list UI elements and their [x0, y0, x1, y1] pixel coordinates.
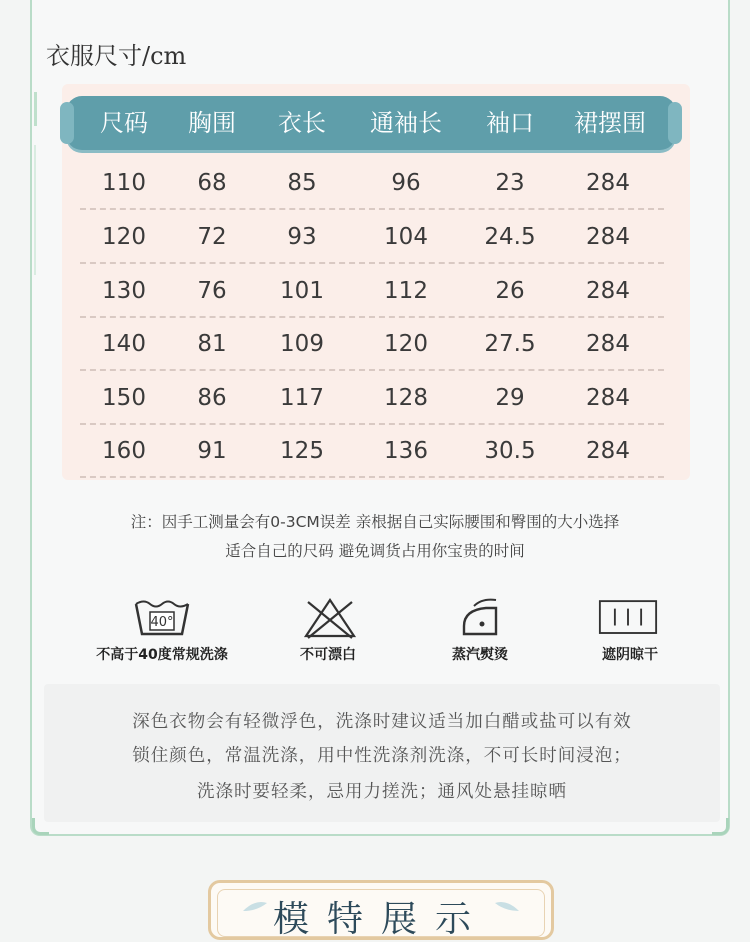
- cell-cuff: 23: [495, 170, 525, 196]
- cell-sleeve-length: 96: [391, 170, 421, 196]
- cell-cuff: 29: [495, 385, 525, 411]
- cell-hem: 284: [586, 385, 630, 411]
- cell-cuff: 30.5: [484, 438, 536, 464]
- table-row: [80, 318, 664, 371]
- note-line: 适合自己的尺码 避免调货占用你宝贵的时间: [225, 542, 525, 560]
- wash-temperature: 40°: [150, 615, 174, 630]
- cell-hem: 284: [586, 331, 630, 357]
- tip-line: 锁住颜色，常温洗涤，用中性洗涤剂洗涤，不可长时间浸泡；: [132, 746, 632, 766]
- cell-chest: 91: [197, 438, 227, 464]
- cell-length: 85: [287, 170, 317, 196]
- frame-accent: [34, 92, 37, 126]
- cell-cuff: 24.5: [484, 224, 536, 250]
- size-chart-title: 衣服尺寸/cm: [46, 42, 187, 70]
- shade-dry-icon: [598, 596, 658, 640]
- header-size: 尺码: [100, 109, 148, 137]
- note-line: 注：因手工测量会有0-3CM误差 亲根据自己实际腰围和臀围的大小选择: [130, 513, 620, 531]
- cell-hem: 284: [586, 438, 630, 464]
- tip-line: 洗涤时要轻柔，忌用力搓洗；通风处悬挂晾晒: [197, 782, 567, 802]
- banner-title: 模特展示: [272, 899, 489, 940]
- header-hem: 裙摆围: [574, 109, 646, 137]
- cell-hem: 284: [586, 224, 630, 250]
- table-row: [80, 265, 664, 318]
- header-sleeve-length: 通袖长: [370, 109, 442, 137]
- care-label-wash: 不高于40度常规洗涤: [96, 647, 228, 663]
- cell-size: 110: [102, 170, 146, 196]
- section-banner: [208, 880, 554, 940]
- cell-sleeve-length: 136: [384, 438, 428, 464]
- cell-sleeve-length: 128: [384, 385, 428, 411]
- wash-40-icon: [132, 596, 192, 640]
- cell-length: 93: [287, 224, 317, 250]
- cell-hem: 284: [586, 278, 630, 304]
- no-bleach-icon: [300, 596, 360, 640]
- cell-chest: 81: [197, 331, 227, 357]
- cell-size: 160: [102, 438, 146, 464]
- cell-length: 101: [280, 278, 324, 304]
- cell-length: 109: [280, 331, 324, 357]
- tip-line: 深色衣物会有轻微浮色，洗涤时建议适当加白醋或盐可以有效: [132, 712, 632, 732]
- cell-chest: 72: [197, 224, 227, 250]
- care-label-shade-dry: 遮阴晾干: [602, 647, 658, 663]
- cell-size: 120: [102, 224, 146, 250]
- table-row: [80, 425, 664, 478]
- steam-iron-icon: [452, 596, 512, 640]
- cell-cuff: 27.5: [484, 331, 536, 357]
- cell-length: 117: [280, 385, 324, 411]
- cell-hem: 284: [586, 170, 630, 196]
- cell-sleeve-length: 112: [384, 278, 428, 304]
- table-row: [80, 157, 664, 210]
- header-length: 衣长: [278, 109, 326, 137]
- cell-chest: 68: [197, 170, 227, 196]
- header-chest: 胸围: [188, 109, 236, 137]
- table-row: [80, 372, 664, 425]
- table-row: [80, 211, 664, 264]
- cell-chest: 86: [197, 385, 227, 411]
- cell-size: 150: [102, 385, 146, 411]
- cell-size: 130: [102, 278, 146, 304]
- cell-sleeve-length: 120: [384, 331, 428, 357]
- measurement-note: [40, 508, 710, 566]
- size-table-header: [66, 96, 676, 150]
- washing-tips: [44, 684, 720, 822]
- frame-accent: [34, 145, 36, 275]
- header-cuff: 袖口: [486, 109, 534, 137]
- cell-chest: 76: [197, 278, 227, 304]
- cell-sleeve-length: 104: [384, 224, 428, 250]
- care-label-no-bleach: 不可漂白: [300, 647, 356, 663]
- cell-cuff: 26: [495, 278, 525, 304]
- care-label-steam-iron: 蒸汽熨烫: [452, 647, 508, 663]
- cell-length: 125: [280, 438, 324, 464]
- cell-size: 140: [102, 331, 146, 357]
